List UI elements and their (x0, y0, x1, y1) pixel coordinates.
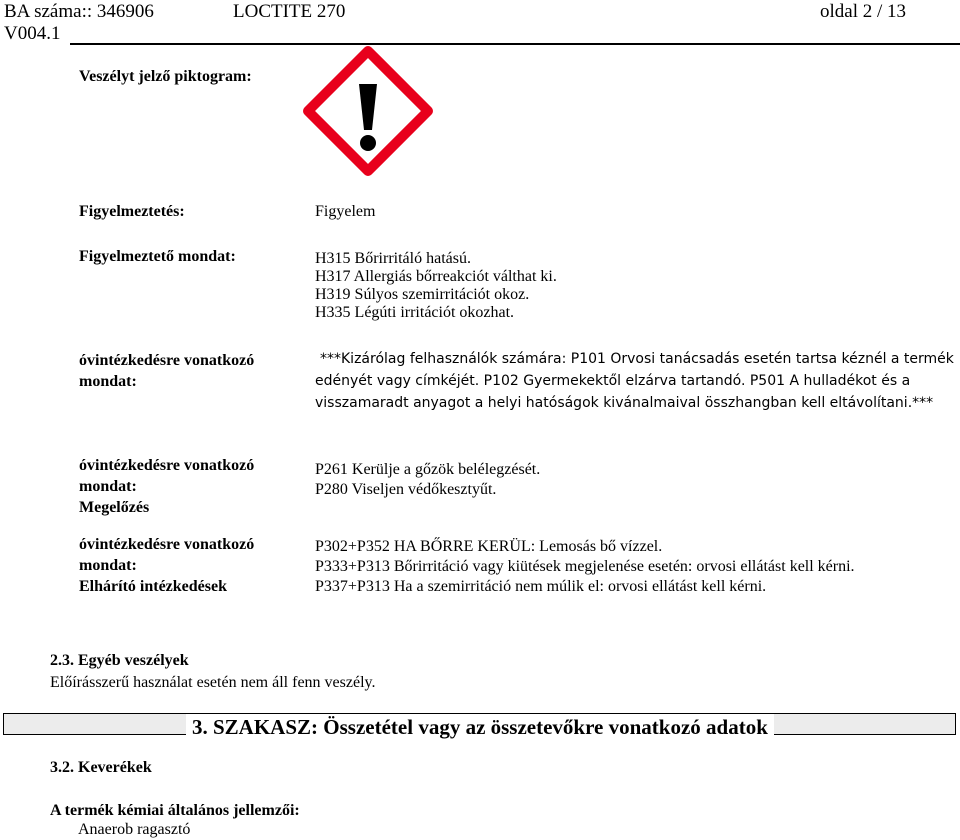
label-line: Megelőzés (79, 499, 150, 516)
precautionary-response-label (79, 534, 254, 597)
label-line: mondat: (79, 478, 137, 495)
text-line: P333+P313 Bőrirritáció vagy kiütések megjelenése esetén: orvosi ellátást kell kérni. (315, 558, 855, 575)
general-characteristics-value: Anaerob ragasztó (78, 821, 191, 838)
mixtures-heading: 3.2. Keverékek (50, 759, 152, 776)
label-line: mondat: (79, 373, 137, 390)
header-rule (70, 43, 960, 45)
hazard-statement-lines (315, 250, 557, 322)
label-line: Elhárító intézkedések (79, 578, 227, 595)
hazard-statement: H319 Súlyos szemirritációt okoz. (315, 286, 530, 303)
ba-number: BA száma:: 346906 (4, 1, 154, 22)
text-line: visszamaradt anyagot a helyi hatóságok kivánalmaival összhangban kell eltávolítani.*** (315, 395, 934, 411)
hazard-statement: H317 Allergiás bőrreakciót válthat ki. (315, 268, 557, 285)
signal-word-value: Figyelem (315, 203, 376, 220)
text-line: P302+P352 HA BŐRRE KERÜL: Lemosás bő vízzel. (315, 538, 663, 555)
other-hazards-title: 2.3. Egyéb veszélyek (50, 652, 189, 669)
exclamation-mark-diamond-icon (303, 46, 433, 176)
hazard-statement: H335 Légúti irritációt okozhat. (315, 304, 515, 321)
signal-word-label: Figyelmeztetés: (79, 203, 185, 220)
label-line: óvintézkedésre vonatkozó (79, 457, 255, 474)
label-line: mondat: (79, 557, 137, 574)
precautionary-response-text (315, 537, 855, 597)
version: V004.1 (4, 23, 61, 44)
text-line: ***Kizárólag felhasználók számára: P101 Orvosi tanácsadás esetén tartsa kéznél a termék (320, 351, 954, 367)
precautionary-prevention-text (315, 460, 540, 500)
hazard-statement: H315 Bőrirritáló hatású. (315, 250, 471, 267)
text-line: edényét vagy címkéjét. P102 Gyermekektől elzárva tartandó. P501 A hulladékot és a (315, 373, 911, 389)
label-line: óvintézkedésre vonatkozó (79, 352, 255, 369)
hazard-statements-label: Figyelmeztető mondat: (79, 248, 236, 265)
page-number: oldal 2 / 13 (820, 1, 907, 22)
pictogram-label: Veszélyt jelző piktogram: (79, 68, 252, 85)
text-line: P280 Viseljen védőkesztyűt. (315, 481, 497, 498)
precautionary-prevention-label (79, 455, 254, 518)
label-line: óvintézkedésre vonatkozó (79, 536, 255, 553)
text-line: P261 Kerülje a gőzök belélegzését. (315, 461, 541, 478)
other-hazards-text: Előírásszerű használat esetén nem áll fenn veszély. (50, 674, 376, 691)
precautionary-general-text (315, 348, 954, 414)
product-name: LOCTITE 270 (233, 1, 346, 22)
text-line: P337+P313 Ha a szemirritáció nem múlik el: orvosi ellátást kell kérni. (315, 578, 767, 595)
section-3-title: 3. SZAKASZ: Összetétel vagy az összetevőkre vonatkozó adatok (186, 714, 774, 740)
general-characteristics-label: A termék kémiai általános jellemzői: (50, 802, 300, 819)
precautionary-general-label (79, 350, 254, 392)
